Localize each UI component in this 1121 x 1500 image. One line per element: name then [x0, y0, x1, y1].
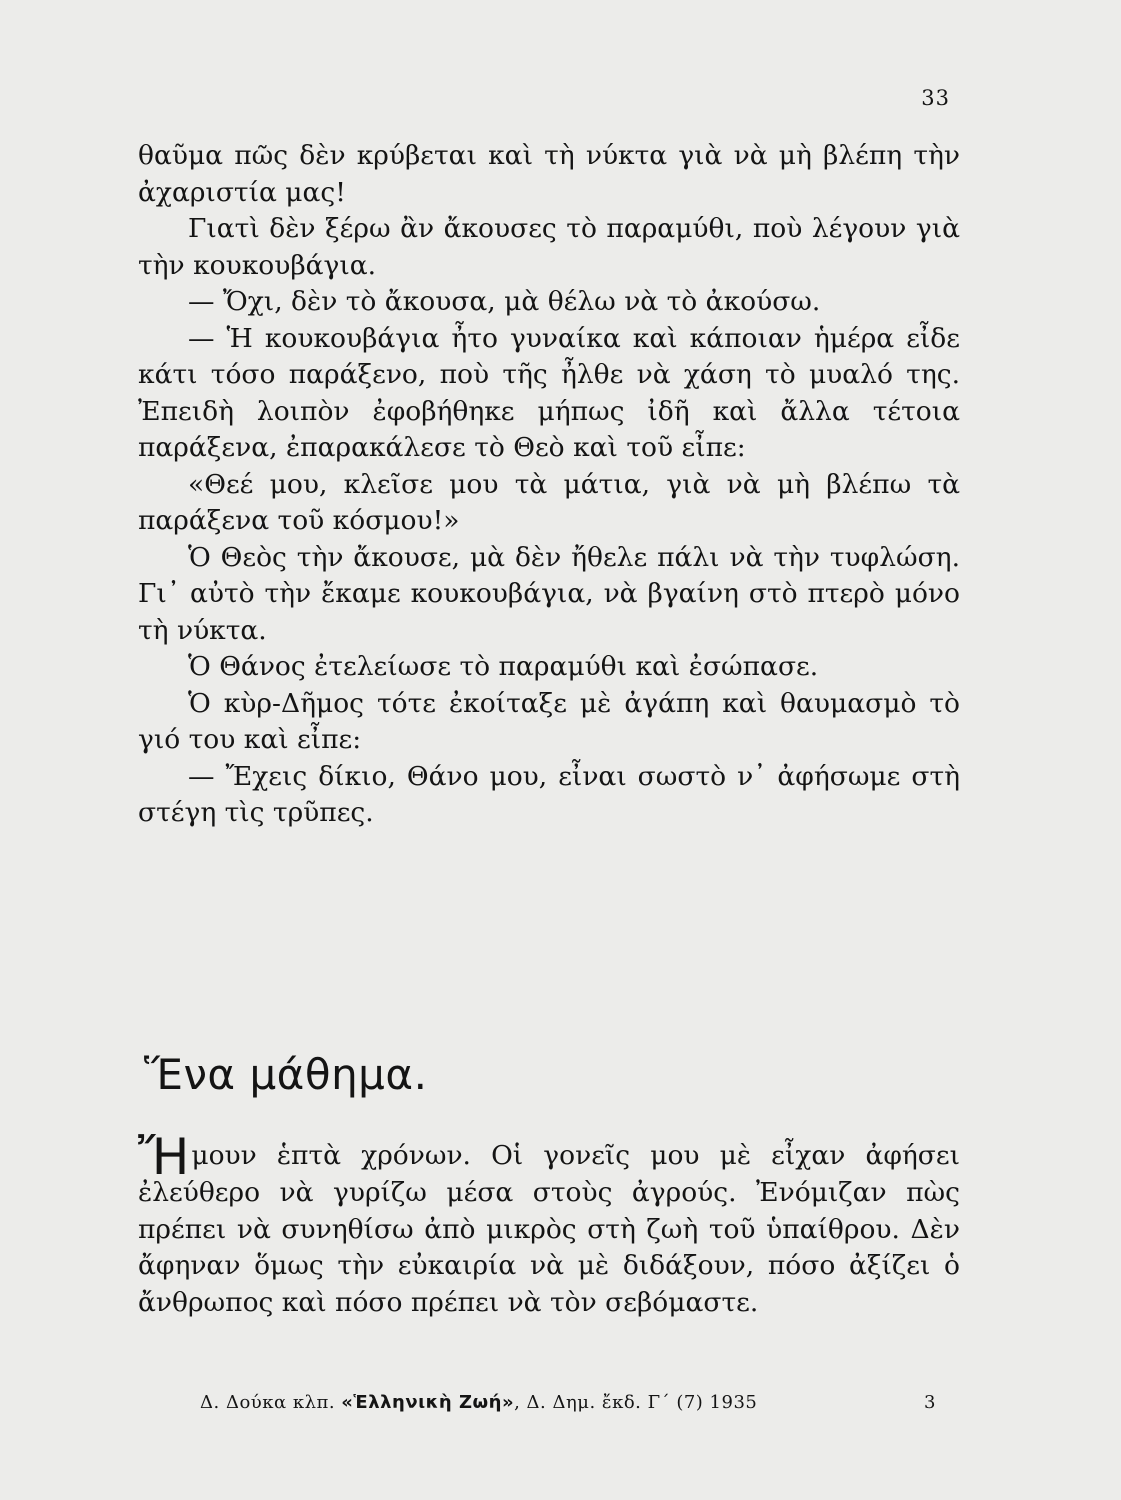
paragraph-text: μουν ἑπτὰ χρόνων. Οἱ γονεῖς μου μὲ εἶχαν ἀφήσει ἐλεύθερο νὰ γυρίζω μέσα στοὺς ἀγρούς. Ἐνόμιζαν πὼς πρέπει νὰ συνηθίσω ἀπὸ μικρὸς στὴ ζωὴ τοῦ ὑπαίθρου. Δὲν ἄφηναν ὅμως τὴν εὐκαιρία νὰ μὲ διδάξουν, πόσο ἀξίζει ὁ ἄνθρωπος καὶ πόσο πρέπει νὰ τὸν σεβόμαστε.: [138, 1140, 960, 1318]
page-footer: [200, 1392, 936, 1413]
paragraph: θαῦμα πῶς δὲν κρύβεται καὶ τὴ νύκτα γιὰ νὰ μὴ βλέπη τὴν ἀχαριστία μας!: [138, 140, 960, 208]
footer-authors: Δ. Δούκα κλπ.: [200, 1392, 336, 1413]
paragraph: Ὁ Θεὸς τὴν ἄκουσε, μὰ δὲν ἤθελε πάλι νὰ τὴν τυφλώση. Γι᾽ αὐτὸ τὴν ἔκαμε κουκουβάγια, νὰ βγαίνη στὸ πτερὸ μόνο τὴ νύκτα.: [138, 541, 960, 646]
paragraph: [138, 1128, 960, 1321]
footer-book-title: «Ἑλληνικὴ Ζωή»: [341, 1392, 515, 1413]
paragraph: Γιατὶ δὲν ξέρω ἂν ἄκουσες τὸ παραμύθι, ποὺ λέγουν γιὰ τὴν κουκουβάγια.: [138, 213, 960, 281]
dialogue-line: — Ἡ κουκουβάγια ἦτο γυναίκα καὶ κάποιαν ἡμέρα εἶδε κάτι τόσο παράξενο, ποὺ τῆς ἦλθε νὰ χάση τὸ μυαλό της. Ἐπειδὴ λοιπὸν ἐφοβήθηκε μήπως ἰδῆ καὶ ἄλλα τέτοια παράξενα, ἐπαρακάλεσε τὸ Θεὸ καὶ τοῦ εἶπε:: [138, 322, 960, 463]
section-title: Ἕνα μάθημα.: [144, 1050, 428, 1099]
paragraph: Ὁ κὺρ-Δῆμος τότε ἐκοίταξε μὲ ἀγάπη καὶ θαυμασμὸ τὸ γιό του καὶ εἶπε:: [138, 687, 960, 755]
page-number: 33: [921, 86, 950, 110]
dialogue-line: — Ὄχι, δὲν τὸ ἄκουσα, μὰ θέλω νὰ τὸ ἀκούσω.: [188, 286, 821, 317]
drop-cap: Ἤ: [138, 1128, 190, 1186]
footer-details: , Δ. Δημ. ἔκδ. Γ΄ (7) 1935: [514, 1392, 758, 1413]
quote-paragraph: «Θεέ μου, κλεῖσε μου τὰ μάτια, γιὰ νὰ μὴ βλέπω τὰ παράξενα τοῦ κόσμου!»: [138, 468, 960, 536]
footer-signature: 3: [924, 1392, 936, 1413]
paragraph: Ὁ Θάνος ἐτελείωσε τὸ παραμύθι καὶ ἐσώπασε.: [188, 651, 819, 682]
lesson-text: [138, 1128, 960, 1321]
dialogue-line: — Ἔχεις δίκιο, Θάνο μου, εἶναι σωστὸ ν᾽ ἀφήσωμε στὴ στέγη τὶς τρῦπες.: [138, 760, 960, 828]
story-text: [138, 138, 960, 832]
